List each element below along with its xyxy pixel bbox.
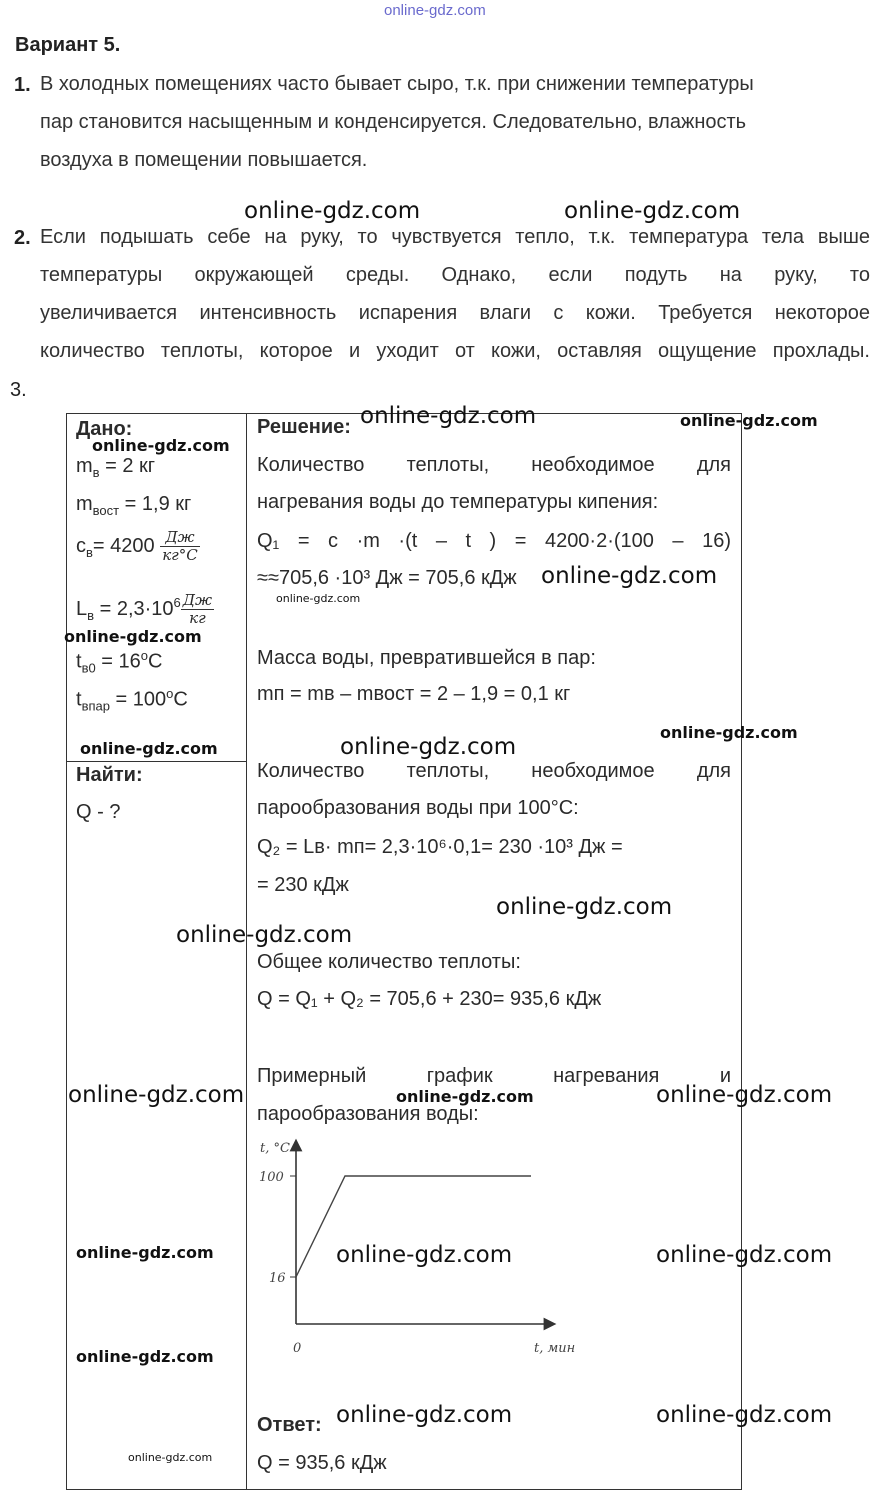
numerator: Дж — [182, 591, 213, 609]
q2-line: Если подышать себе на руку, то чувствуется тепло, т.к. температура тела выше — [40, 226, 870, 248]
degree: o — [166, 686, 174, 701]
symbol: t — [76, 650, 82, 673]
answer-heading: Ответ: — [257, 1414, 322, 1436]
watermark: online-gdz.com — [64, 627, 202, 646]
equation-q1: Q₁ = с ·m ·(t – t ) = 4200·2·(100 – 16) — [257, 530, 731, 552]
watermark: online-gdz.com — [68, 1082, 245, 1108]
watermark: online-gdz.com — [80, 739, 218, 758]
given-mv — [76, 455, 155, 480]
given-Lv — [76, 592, 214, 627]
value: = 2 кг — [99, 455, 156, 477]
solution-line: Примерный график нагревания и — [257, 1065, 731, 1087]
given-cv — [76, 529, 200, 564]
watermark: online-gdz.com — [564, 198, 741, 224]
q2-line: температуры окружающей среды. Однако, если подуть на руку, то — [40, 264, 870, 286]
solution-line: нагревания воды до температуры кипения: — [257, 491, 659, 513]
q1-answer — [40, 65, 870, 179]
unit: C — [173, 688, 188, 711]
value: = 16 — [95, 650, 141, 673]
q1-line: пар становится насыщенным и конденсируется. Следовательно, влажность — [40, 111, 747, 133]
watermark: online-gdz.com — [244, 198, 421, 224]
watermark: online-gdz.com — [660, 723, 798, 742]
given-tv0 — [76, 648, 162, 676]
subscript: в0 — [81, 660, 96, 676]
subscript: впар — [81, 698, 110, 714]
variant-title: Вариант 5. — [15, 34, 121, 56]
y-tick-label-16: 16 — [269, 1271, 286, 1286]
watermark: online-gdz.com — [76, 1243, 214, 1262]
solution-line: парообразования воды: — [257, 1103, 479, 1125]
watermark: online-gdz.com — [680, 411, 818, 430]
value: = 4200 — [92, 534, 161, 557]
watermark: online-gdz.com — [360, 403, 537, 429]
watermark: online-gdz.com — [92, 436, 230, 455]
origin-label: 0 — [293, 1341, 302, 1356]
y-axis-label: t, °C — [260, 1141, 290, 1156]
denominator: кг — [189, 609, 206, 627]
denominator: кг°C — [162, 546, 198, 564]
find-cell — [67, 762, 247, 1490]
site-link[interactable]: online-gdz.com — [384, 2, 486, 19]
x-axis-label: t, мин — [534, 1341, 576, 1356]
watermark: online-gdz.com — [336, 1242, 513, 1268]
equation-mass: mп = mв – mвост = 2 – 1,9 = 0,1 кг — [257, 683, 571, 705]
subscript: в — [87, 607, 95, 623]
q3-number: 3. — [10, 379, 27, 401]
given-mvost — [76, 493, 191, 518]
solution-line: Масса воды, превратившейся в пар: — [257, 647, 596, 669]
symbol: L — [76, 597, 88, 620]
watermark: online-gdz.com — [340, 734, 517, 760]
y-tick-label-100: 100 — [259, 1170, 284, 1185]
watermark: online-gdz.com — [128, 1451, 213, 1464]
subscript: вост — [92, 503, 120, 518]
equation-q2: Q₂ = Lв· mп= 2,3·10⁶·0,1= 230 ·10³ Дж = — [257, 836, 623, 858]
value: = 100 — [109, 688, 167, 711]
watermark: online-gdz.com — [496, 894, 673, 920]
subscript: в — [92, 465, 100, 480]
symbol: t — [76, 688, 82, 711]
q2-number: 2. — [14, 227, 31, 249]
value: = 2,3·10 — [94, 597, 174, 620]
equation-q1-result: ≈≈705,6 ·10³ Дж = 705,6 кДж — [257, 567, 517, 589]
equation-q2-result: = 230 кДж — [257, 874, 349, 896]
watermark: online-gdz.com — [276, 592, 361, 605]
find-value: Q - ? — [76, 801, 121, 823]
exponent: 6 — [173, 595, 181, 611]
watermark: online-gdz.com — [656, 1242, 833, 1268]
q2-answer — [40, 218, 870, 370]
symbol: m — [76, 455, 93, 477]
symbol: с — [76, 534, 86, 557]
q2-line: увеличивается интенсивность испарения влаги с кожи. Требуется некоторое — [40, 302, 870, 324]
q1-line: В холодных помещениях часто бывает сыро, т.к. при снижении температуры — [40, 73, 754, 95]
solution-line: Количество теплоты, необходимое для — [257, 454, 731, 476]
q2-line: количество теплоты, которое и уходит от кожи, оставляя ощущение прохлады. — [40, 340, 870, 362]
unit: C — [147, 650, 163, 673]
unit-fraction — [181, 592, 214, 627]
degree: o — [140, 648, 148, 663]
given-tvpar — [76, 686, 188, 714]
watermark: online-gdz.com — [656, 1402, 833, 1428]
answer-value: Q = 935,6 кДж — [257, 1452, 387, 1474]
watermark: online-gdz.com — [76, 1347, 214, 1366]
solution-heading: Решение: — [257, 416, 351, 438]
q1-line: воздуха в помещении повышается. — [40, 149, 368, 171]
value: = 1,9 кг — [119, 493, 192, 515]
q1-number: 1. — [14, 74, 31, 96]
numerator: Дж — [160, 529, 200, 547]
watermark: online-gdz.com — [396, 1087, 534, 1106]
solution-line: парообразования воды при 100°C: — [257, 797, 579, 819]
unit-fraction — [160, 529, 200, 564]
subscript: в — [86, 544, 93, 560]
watermark: online-gdz.com — [656, 1082, 833, 1108]
solution-line: Общее количество теплоты: — [257, 951, 521, 973]
find-heading: Найти: — [76, 764, 143, 786]
given-heading: Дано: — [76, 418, 133, 440]
solution-line: Количество теплоты, необходимое для — [257, 760, 731, 782]
watermark: online-gdz.com — [336, 1402, 513, 1428]
symbol: m — [76, 493, 93, 515]
equation-total: Q = Q₁ + Q₂ = 705,6 + 230= 935,6 кДж — [257, 988, 602, 1010]
watermark: online-gdz.com — [541, 563, 718, 589]
watermark: online-gdz.com — [176, 922, 353, 948]
